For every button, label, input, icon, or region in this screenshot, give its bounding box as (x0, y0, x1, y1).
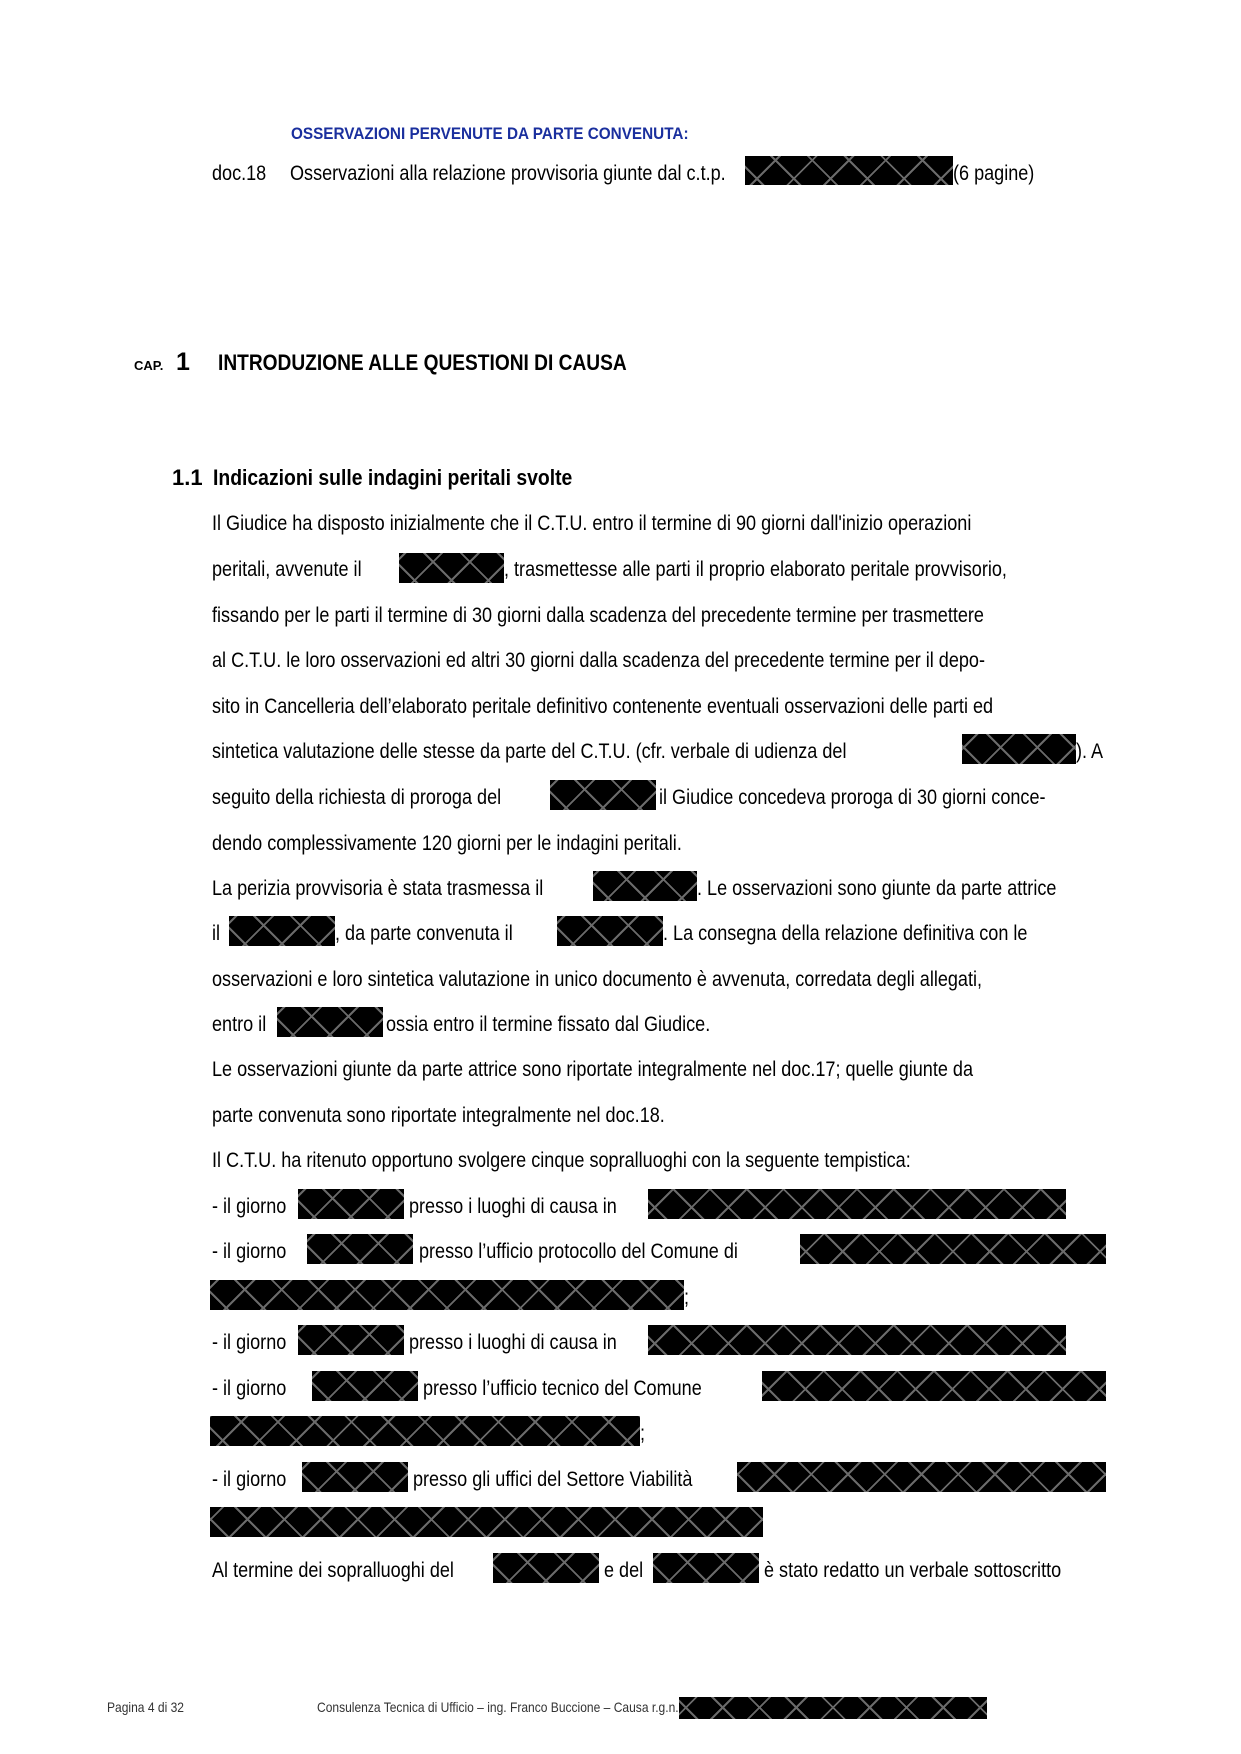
chapter-number: 1 (176, 348, 190, 376)
body-line: entro il (212, 1013, 267, 1036)
body-line: , trasmettesse alle parti il proprio elaborato peritale provvisorio, (504, 558, 1007, 581)
body-line: peritali, avvenute il (212, 558, 362, 581)
redaction-box (550, 780, 656, 810)
redaction-box (302, 1462, 408, 1492)
redaction-box (762, 1371, 1106, 1401)
doc-text: Osservazioni alla relazione provvisoria giunte dal c.t.p. (290, 162, 726, 185)
redaction-box (229, 916, 335, 946)
footer-center: Consulenza Tecnica di Ufficio – ing. Franco Buccione – Causa r.g.n. (317, 1699, 679, 1715)
redaction-box (593, 871, 697, 901)
redaction-box (648, 1325, 1066, 1355)
doc-suffix: (6 pagine) (953, 162, 1035, 185)
body-line: dendo complessivamente 120 giorni per le indagini peritali. (212, 832, 682, 855)
redaction-box (800, 1234, 1106, 1264)
list-item: presso i luoghi di causa in (409, 1331, 617, 1354)
redaction-box (399, 553, 504, 583)
body-line: al C.T.U. le loro osservazioni ed altri 30 giorni dalla scadenza del precedente termine per il depo- (212, 649, 985, 672)
redaction-box (737, 1462, 1106, 1492)
redaction-box (653, 1553, 759, 1583)
section-number: 1.1 (172, 465, 203, 490)
list-item: - il giorno (212, 1331, 287, 1354)
redaction-box (679, 1697, 987, 1719)
list-item: presso i luoghi di causa in (409, 1195, 617, 1218)
body-line: Le osservazioni giunte da parte attrice sono riportate integralmente nel doc.17; quelle giunte da (212, 1058, 974, 1081)
footer-page-number: Pagina 4 di 32 (107, 1699, 184, 1715)
body-line: . La consegna della relazione definitiva con le (663, 922, 1028, 945)
chapter-title: INTRODUZIONE ALLE QUESTIONI DI CAUSA (218, 350, 627, 375)
redaction-box (307, 1234, 413, 1264)
body-line: . Le osservazioni sono giunte da parte attrice (697, 877, 1057, 900)
redaction-box (277, 1007, 383, 1037)
list-item: - il giorno (212, 1468, 287, 1491)
redaction-box (962, 734, 1076, 764)
body-line: Al termine dei sopralluoghi del (212, 1559, 454, 1582)
list-item: ; (684, 1286, 690, 1309)
body-line: sito in Cancelleria dell’elaborato peritale definitivo contenente eventuali osservazioni delle parti ed (212, 695, 994, 718)
redaction-box (648, 1189, 1066, 1219)
body-line: ). A (1076, 740, 1104, 763)
body-line: , da parte convenuta il (335, 922, 513, 945)
list-item: presso l’ufficio protocollo del Comune di (419, 1240, 738, 1263)
body-line: il Giudice concedeva proroga di 30 giorni conce- (659, 786, 1046, 809)
body-line: seguito della richiesta di proroga del (212, 786, 502, 809)
body-line: fissando per le parti il termine di 30 giorni dalla scadenza del precedente termine per trasmettere (212, 604, 984, 627)
observations-heading: OSSERVAZIONI PERVENUTE DA PARTE CONVENUTA: (291, 124, 689, 143)
doc-label: doc.18 (212, 162, 267, 185)
body-line: La perizia provvisoria è stata trasmessa il (212, 877, 544, 900)
body-line: osservazioni e loro sintetica valutazione in unico documento è avvenuta, corredata degli allegati, (212, 968, 983, 991)
section-title: Indicazioni sulle indagini peritali svolte (213, 465, 573, 490)
redaction-box (312, 1371, 418, 1401)
redaction-box (210, 1280, 684, 1310)
redaction-box (745, 156, 953, 185)
redaction-box (493, 1553, 599, 1583)
body-line: Il Giudice ha disposto inizialmente che il C.T.U. entro il termine di 90 giorni dall'inizio operazioni (212, 512, 972, 535)
redaction-box (557, 916, 663, 946)
body-line: ossia entro il termine fissato dal Giudice. (386, 1013, 711, 1036)
list-item: - il giorno (212, 1377, 287, 1400)
list-item: presso gli uffici del Settore Viabilità (413, 1468, 693, 1491)
redaction-box (298, 1189, 404, 1219)
redaction-box (210, 1507, 763, 1537)
redaction-box (298, 1325, 404, 1355)
body-line: sintetica valutazione delle stesse da parte del C.T.U. (cfr. verbale di udienza del (212, 740, 847, 763)
list-item: - il giorno (212, 1195, 287, 1218)
body-line: e del (604, 1559, 644, 1582)
body-line: parte convenuta sono riportate integralmente nel doc.18. (212, 1104, 665, 1127)
chapter-prefix: CAP. (134, 358, 164, 373)
body-line: Il C.T.U. ha ritenuto opportuno svolgere cinque sopralluoghi con la seguente tempistica: (212, 1149, 911, 1172)
list-item: presso l’ufficio tecnico del Comune (423, 1377, 702, 1400)
list-item: - il giorno (212, 1240, 287, 1263)
body-line: è stato redatto un verbale sottoscritto (764, 1559, 1062, 1582)
redaction-box (210, 1416, 640, 1446)
body-line: il (212, 922, 221, 945)
list-item: ; (640, 1422, 646, 1445)
